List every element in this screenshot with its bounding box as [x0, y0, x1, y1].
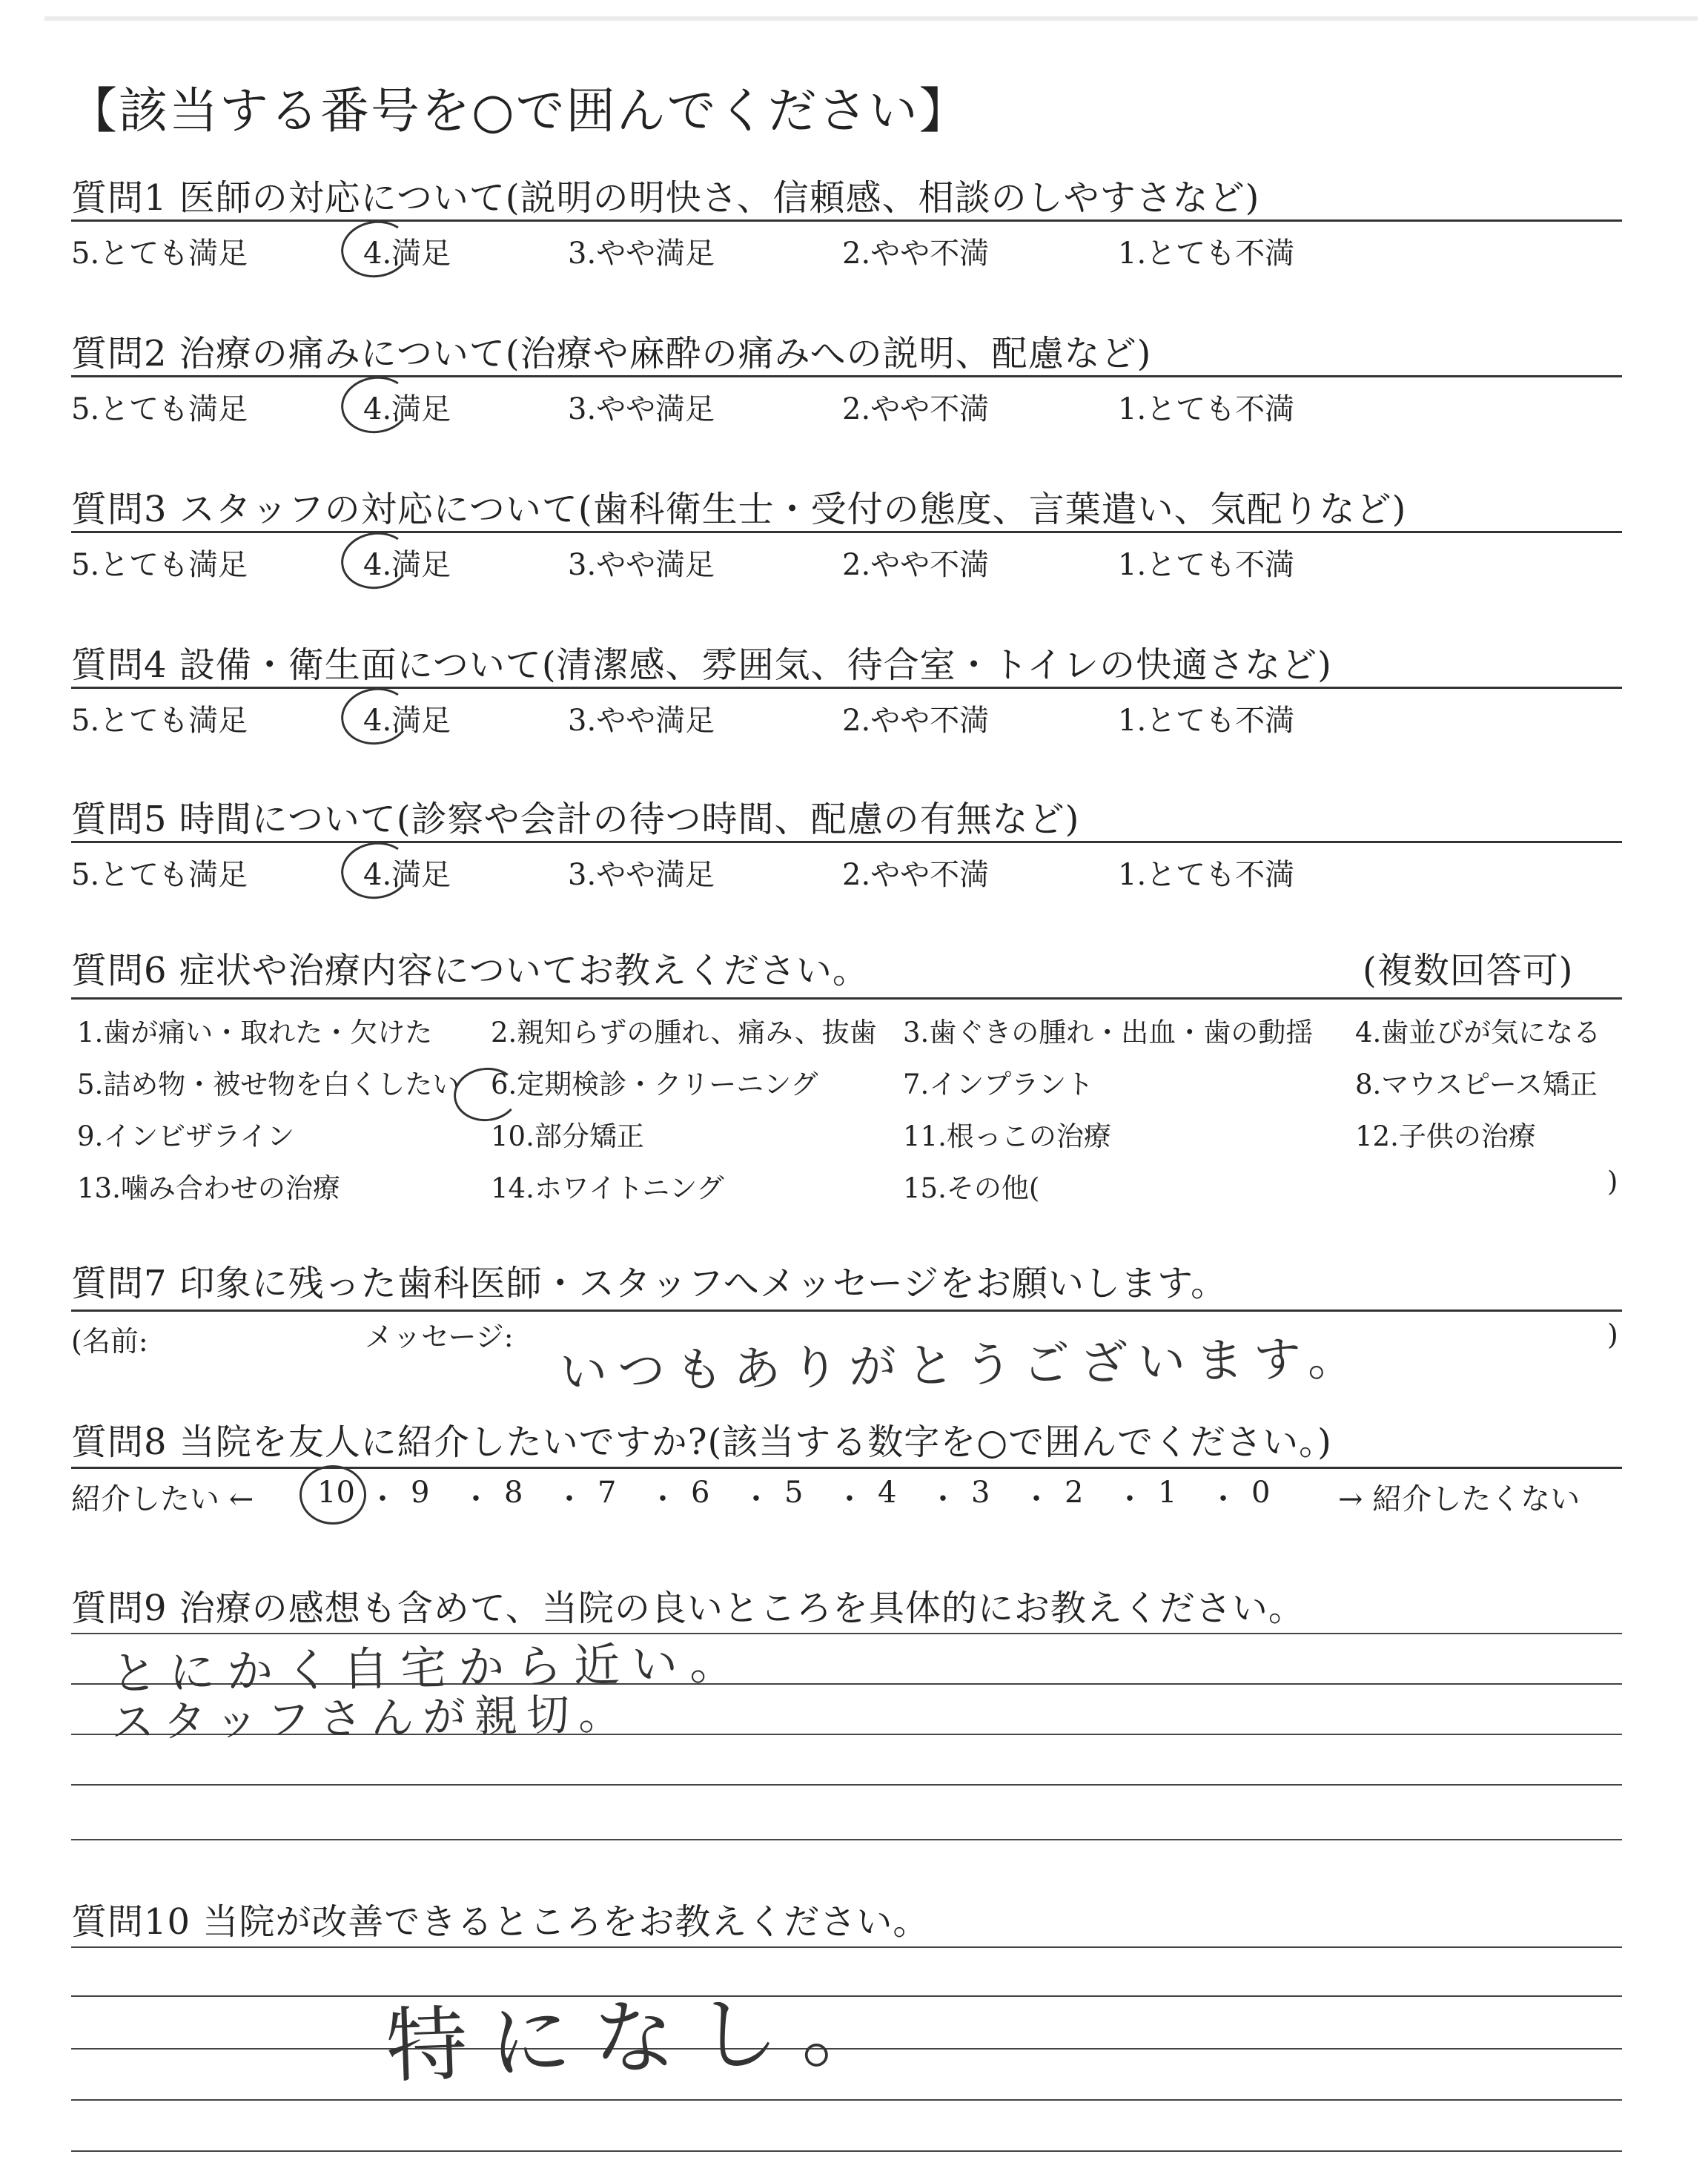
q6-option-11[interactable]: 11.根っこの治療	[903, 1120, 1111, 1152]
q5-option-5[interactable]: 5.とても満足	[71, 858, 248, 892]
q8-selection-circle	[299, 1465, 366, 1525]
q3-option-4[interactable]: 4.満足	[363, 548, 451, 582]
q5-rule	[71, 841, 1622, 843]
q6-option-4[interactable]: 4.歯並びが気になる	[1355, 1017, 1601, 1048]
q4-option-4[interactable]: 4.満足	[363, 704, 451, 738]
q7-message-label: メッセージ:	[365, 1321, 514, 1353]
q3-rule	[71, 531, 1622, 533]
q8-scale-8[interactable]: 8	[504, 1476, 523, 1510]
q8-separator: ・	[648, 1482, 678, 1516]
q6-title: 質問6 症状や治療内容についてお教えください。	[71, 950, 869, 991]
q4-rule	[71, 687, 1622, 689]
q2-rule	[71, 375, 1622, 377]
q4-option-5[interactable]: 5.とても満足	[71, 704, 248, 738]
q8-separator: ・	[1208, 1482, 1238, 1516]
q8-scale-5[interactable]: 5	[784, 1476, 804, 1510]
q1-title: 質問1 医師の対応について(説明の明快さ、信頼感、相談のしやすさなど)	[71, 177, 1260, 219]
q9-line-5	[71, 1839, 1622, 1840]
q2-title: 質問2 治療の痛みについて(治療や麻酔の痛みへの説明、配慮など)	[71, 333, 1152, 374]
q2-option-2[interactable]: 2.やや不満	[842, 392, 990, 426]
q8-scale-7[interactable]: 7	[598, 1476, 617, 1510]
q2-option-3[interactable]: 3.やや満足	[568, 392, 715, 426]
q6-option-8[interactable]: 8.マウスピース矯正	[1355, 1069, 1598, 1100]
q1-option-2[interactable]: 2.やや不満	[842, 237, 990, 271]
q9-answer-line-1[interactable]: とにかく自宅から近い。	[110, 1635, 748, 1701]
q6-option-3[interactable]: 3.歯ぐきの腫れ・出血・歯の動揺	[903, 1017, 1314, 1048]
q9-answer-line-2[interactable]: スタッフさんが親切。	[110, 1688, 631, 1748]
q8-title: 質問8 当院を友人に紹介したいですか?(該当する数字を○で囲んでください。)	[71, 1421, 1332, 1463]
form-header: 【該当する番号を○で囲んでください】	[68, 82, 970, 139]
q3-option-5[interactable]: 5.とても満足	[71, 548, 248, 582]
q6-option-7[interactable]: 7.インプラント	[903, 1069, 1094, 1100]
q2-option-1[interactable]: 1.とても不満	[1118, 392, 1295, 426]
q2-option-5[interactable]: 5.とても満足	[71, 392, 248, 426]
q10-answer-handwritten[interactable]: 特になし。	[384, 1981, 907, 2095]
q8-rule	[71, 1467, 1622, 1469]
q3-option-1[interactable]: 1.とても不満	[1118, 548, 1295, 582]
q7-title: 質問7 印象に残った歯科医師・スタッフへメッセージをお願いします。	[71, 1263, 1228, 1304]
q8-scale-4[interactable]: 4	[878, 1476, 897, 1510]
q1-rule	[71, 219, 1622, 222]
q4-title: 質問4 設備・衛生面について(清潔感、雰囲気、待合室・トイレの快適さなど)	[71, 644, 1332, 686]
q6-rule	[71, 997, 1622, 1000]
q9-line-4	[71, 1784, 1622, 1786]
q8-scale-9[interactable]: 9	[411, 1476, 430, 1510]
q8-scale-2[interactable]: 2	[1065, 1476, 1084, 1510]
q8-separator: ・	[928, 1482, 958, 1516]
scan-top-edge	[44, 16, 1698, 21]
q6-option-1[interactable]: 1.歯が痛い・取れた・欠けた	[77, 1017, 433, 1048]
q8-separator: ・	[1115, 1482, 1145, 1516]
q2-option-4[interactable]: 4.満足	[363, 392, 451, 426]
q6-note: (複数回答可)	[1363, 950, 1574, 991]
q6-option-12[interactable]: 12.子供の治療	[1355, 1120, 1536, 1152]
q8-separator: ・	[741, 1482, 771, 1516]
q8-separator: ・	[1022, 1482, 1051, 1516]
q1-option-1[interactable]: 1.とても不満	[1118, 237, 1295, 271]
q5-title: 質問5 時間について(診察や会計の待つ時間、配慮の有無など)	[71, 799, 1080, 840]
q5-option-4[interactable]: 4.満足	[363, 858, 451, 892]
q8-scale-1[interactable]: 1	[1158, 1476, 1177, 1510]
q4-option-1[interactable]: 1.とても不満	[1118, 704, 1295, 738]
q1-option-5[interactable]: 5.とても満足	[71, 237, 248, 271]
q8-separator: ・	[555, 1482, 584, 1516]
q1-option-4[interactable]: 4.満足	[363, 237, 451, 271]
q8-scale-3[interactable]: 3	[971, 1476, 990, 1510]
q10-title: 質問10 当院が改善できるところをお教えください。	[71, 1901, 930, 1943]
q10-line-1	[71, 1946, 1622, 1948]
q1-option-3[interactable]: 3.やや満足	[568, 237, 715, 271]
q7-rule	[71, 1309, 1622, 1312]
q3-title: 質問3 スタッフの対応について(歯科衛生士・受付の態度、言葉遣い、気配りなど)	[71, 489, 1407, 530]
q7-name-label[interactable]: (名前:	[71, 1325, 148, 1358]
q10-line-5	[71, 2150, 1622, 2152]
q8-scale-6[interactable]: 6	[691, 1476, 710, 1510]
q9-title: 質問9 治療の感想も含めて、当院の良いところを具体的にお教えください。	[71, 1588, 1305, 1629]
q8-separator: ・	[835, 1482, 864, 1516]
q3-option-2[interactable]: 2.やや不満	[842, 548, 990, 582]
q6-option-5[interactable]: 5.詰め物・被せ物を白くしたい	[77, 1069, 460, 1100]
q6-option-14[interactable]: 14.ホワイトニング	[491, 1172, 724, 1204]
q10-line-4	[71, 2099, 1622, 2101]
q5-option-1[interactable]: 1.とても不満	[1118, 858, 1295, 892]
q6-option-13[interactable]: 13.噛み合わせの治療	[77, 1172, 340, 1204]
q6-option-9[interactable]: 9.インビザライン	[77, 1120, 295, 1152]
q4-option-2[interactable]: 2.やや不満	[842, 704, 990, 738]
q8-left-label: 紹介したい ←	[71, 1482, 254, 1516]
q6-option-10[interactable]: 10.部分矯正	[491, 1120, 644, 1152]
q8-right-label: → 紹介したくない	[1338, 1482, 1580, 1516]
q8-separator: ・	[368, 1482, 397, 1516]
q5-option-2[interactable]: 2.やや不満	[842, 858, 990, 892]
q6-option-6[interactable]: 6.定期検診・クリーニング	[491, 1069, 818, 1100]
q8-separator: ・	[461, 1482, 491, 1516]
q6-option-2[interactable]: 2.親知らずの腫れ、痛み、抜歯	[491, 1017, 877, 1048]
q4-option-3[interactable]: 3.やや満足	[568, 704, 715, 738]
q6-option-15[interactable]: 15.その他(	[903, 1172, 1040, 1204]
q8-scale-10[interactable]: 10	[317, 1476, 355, 1510]
q6-option-16: )	[1607, 1166, 1618, 1198]
q3-option-3[interactable]: 3.やや満足	[568, 548, 715, 582]
q7-close-paren: )	[1607, 1318, 1618, 1351]
q7-message-handwritten[interactable]: いつもありがとうございます。	[559, 1331, 1366, 1401]
q8-scale-0[interactable]: 0	[1251, 1476, 1271, 1510]
q5-option-3[interactable]: 3.やや満足	[568, 858, 715, 892]
